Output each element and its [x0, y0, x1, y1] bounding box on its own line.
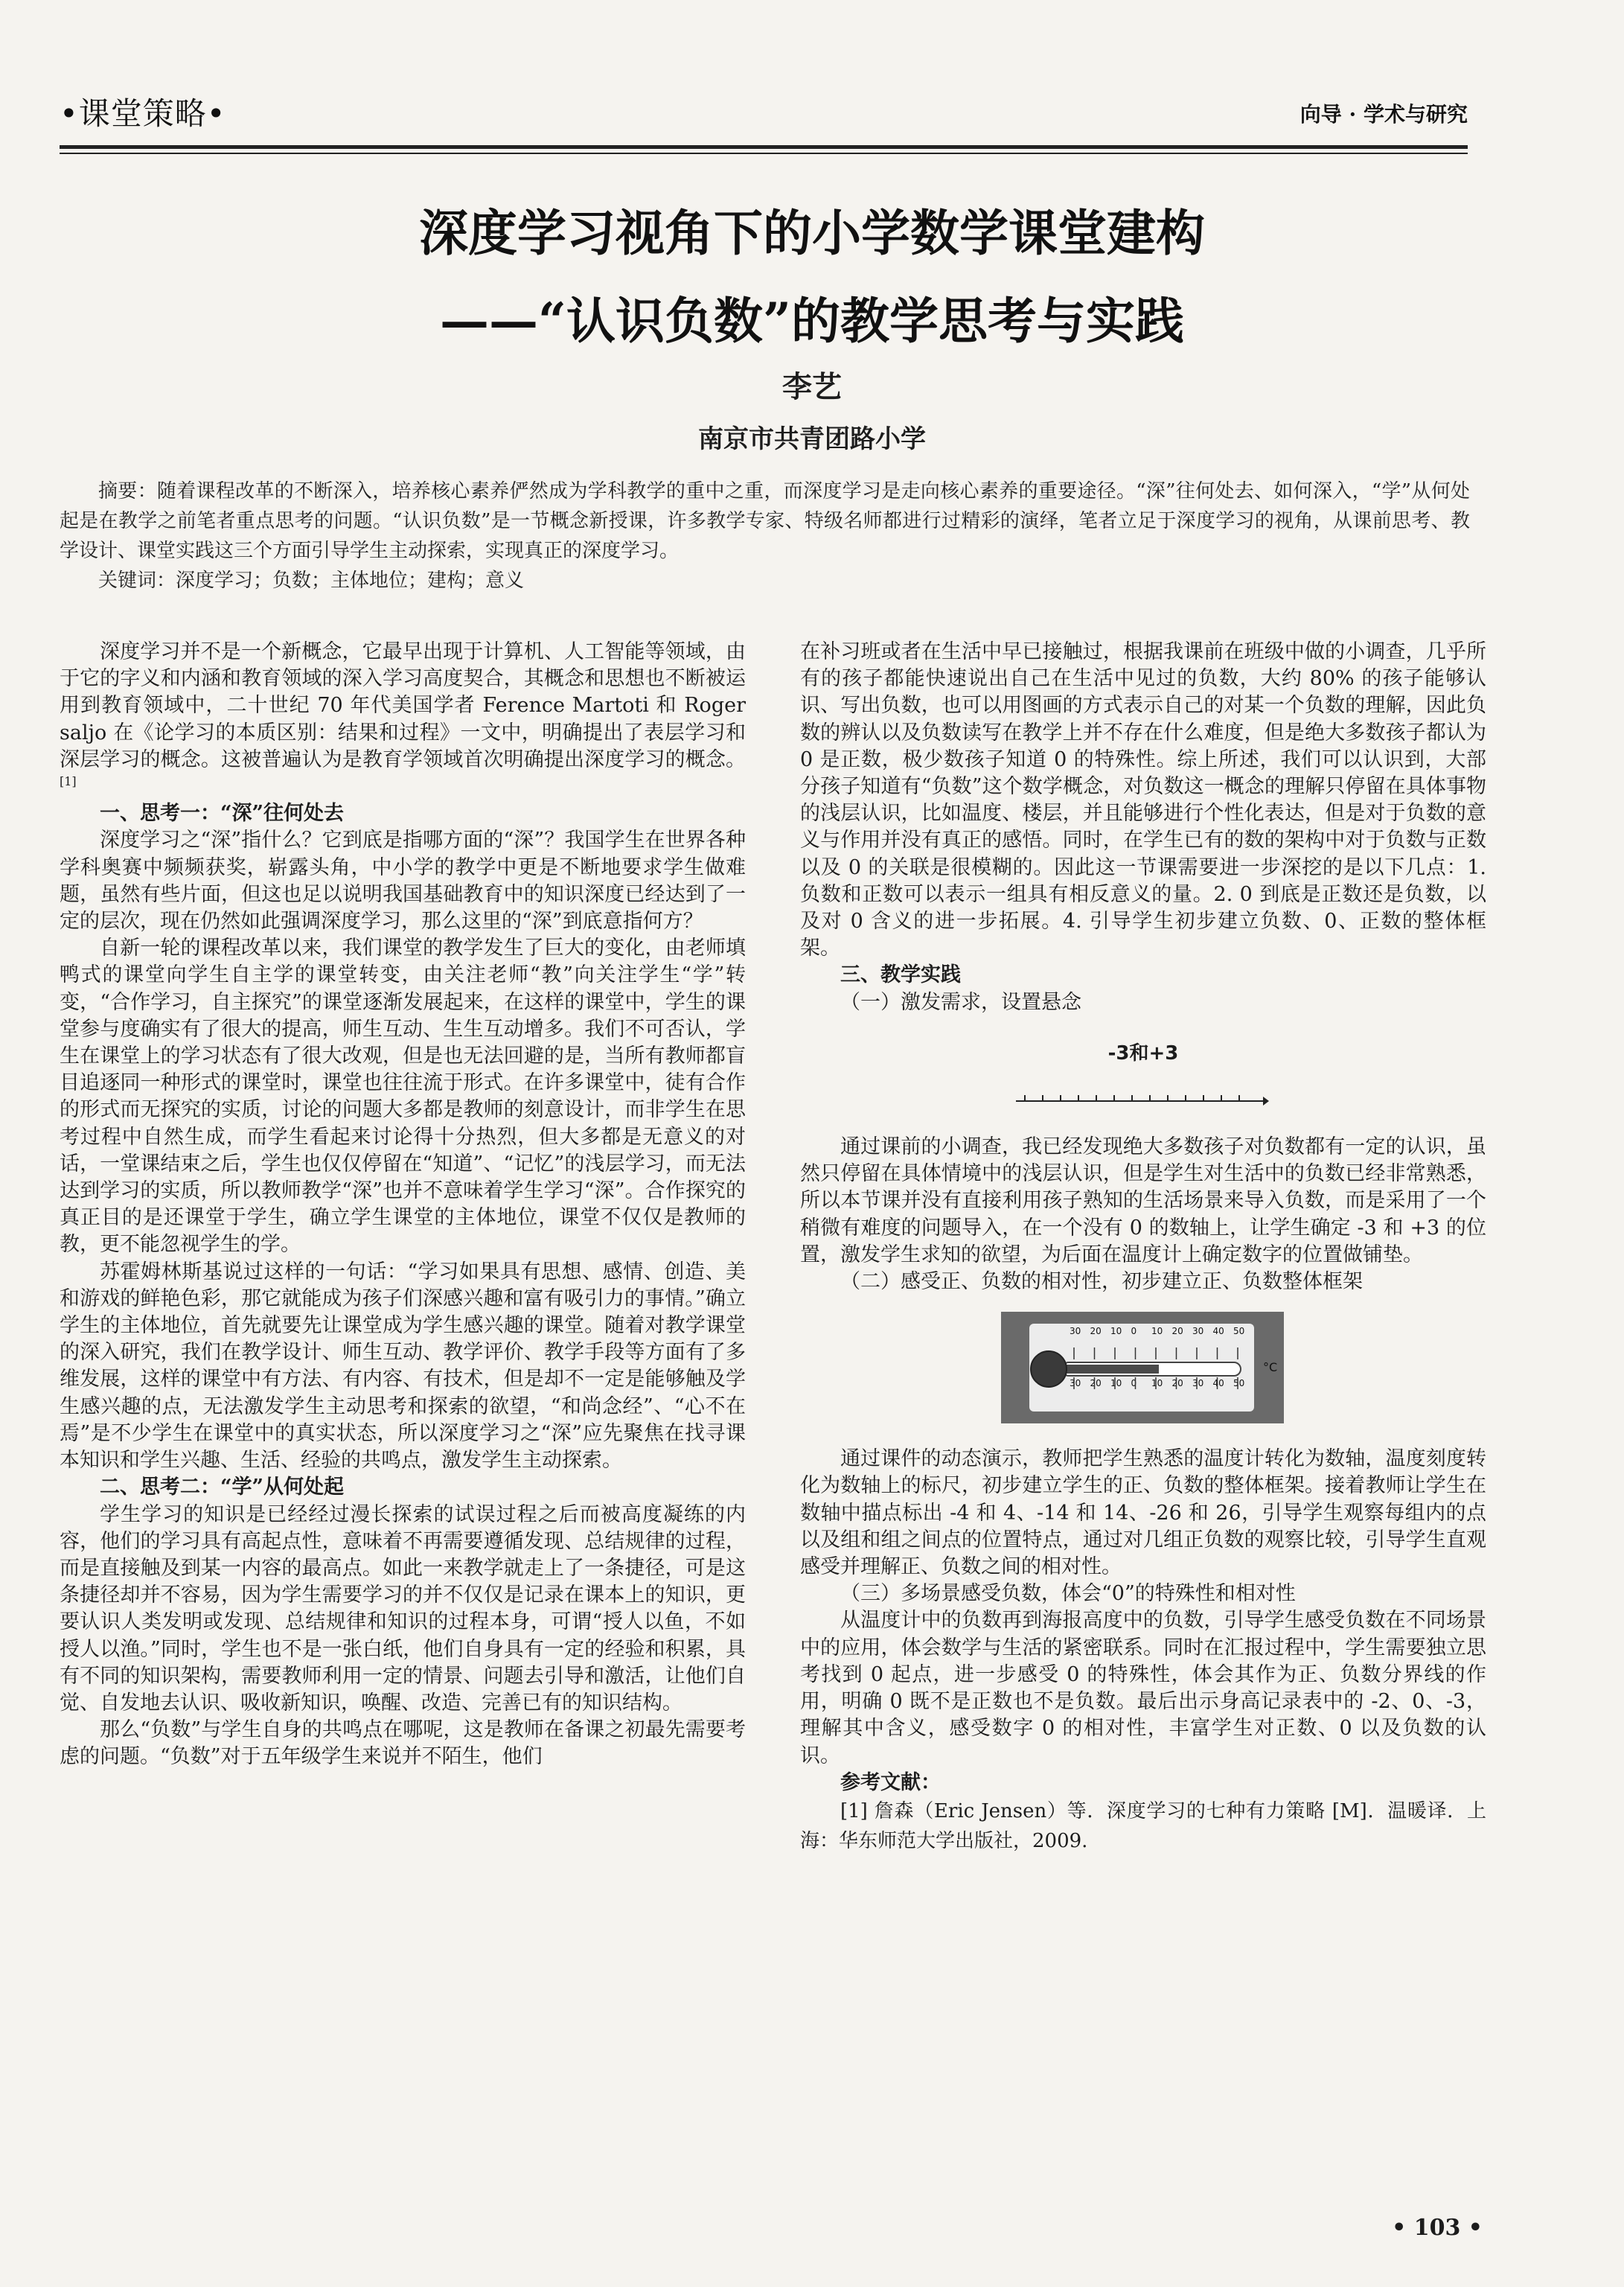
thermometer-mercury — [1062, 1365, 1159, 1374]
article-title: 深度学习视角下的小学数学课堂建构 — [419, 204, 1205, 262]
thermometer-figure — [1001, 1312, 1284, 1423]
thermometer-scale-label: 30 — [1192, 1326, 1204, 1337]
thermometer-scale-label: 50 — [1233, 1378, 1245, 1389]
section-heading-1: 一、思考一：“深”往何处去 — [100, 802, 345, 826]
thermometer-scale-label: 10 — [1151, 1378, 1163, 1389]
thermometer-scale-label: 10 — [1110, 1378, 1122, 1389]
thermometer-scale-label: 50 — [1233, 1326, 1245, 1337]
section-label: •课堂策略• — [60, 95, 226, 132]
number-line-arrow — [1263, 1097, 1269, 1106]
thermometer-scale-label: 10 — [1151, 1326, 1163, 1337]
number-line-figure — [1016, 1089, 1269, 1111]
author-name: 李艺 — [782, 369, 842, 404]
right-column — [800, 639, 1486, 1856]
paragraph-text: 深度学习并不是一个新概念，它最早出现于计算机、人工智能等领域，由于它的字义和内涵和教育领域的深入学习高度契合，其概念和思想也不断被运用到教育领域中，二十世纪 70 年代美国学者 Ference Martoti 和 Roger saljo 在《论学习的本质区别：结果和过程》一文中，明确提出了表层学习和深层学习的概念。这被普遍认为是教育学领域首次明确提出深度学习的概念。 — [60, 640, 746, 771]
thermometer-scale-label: 40 — [1212, 1326, 1224, 1337]
header-rule-thick — [60, 145, 1468, 149]
thermometer-scale-label: 0 — [1131, 1378, 1137, 1389]
subsection-heading: （一）激发需求，设置悬念 — [840, 990, 1081, 1014]
header-rule-thin — [60, 153, 1468, 154]
author-affiliation: 南京市共青团路小学 — [698, 424, 926, 454]
journal-name: 向导 · 学术与研究 — [1299, 102, 1468, 127]
section-heading-3: 三、教学实践 — [840, 963, 961, 987]
thermometer-unit: °C — [1263, 1360, 1278, 1375]
thermometer-scale-label: 30 — [1070, 1326, 1081, 1337]
thermometer-bulb — [1031, 1351, 1067, 1387]
thermometer-scale-label: 10 — [1110, 1326, 1122, 1337]
article-subtitle: ——“认识负数”的教学思考与实践 — [440, 292, 1184, 350]
subsection-heading: （二）感受正、负数的相对性，初步建立正、负数整体框架 — [840, 1270, 1363, 1294]
reference-item: [1] 詹森（Eric Jensen）等．深度学习的七种有力策略 [M]．温暖译．上海：华东师范大学出版社，2009. — [800, 1799, 1486, 1852]
thermometer-scale-label: 30 — [1070, 1378, 1081, 1389]
body-paragraph: 通过课件的动态演示，教师把学生熟悉的温度计转化为数轴，温度刻度转化为数轴上的标尺，初步建立学生的正、负数的整体框架。接着教师让学生在数轴中描点标出 -4 和 4、-14 和 14、-26 和 26，引导学生观察每组内的点以及组和组之间点的位置特点，通过对几组正负数的观察比较，引导学生直观感受并理解正、负数之间的相对性。 — [800, 1447, 1486, 1579]
section-heading-2: 二、思考二：“学”从何处起 — [100, 1476, 345, 1499]
body-paragraph: 自新一轮的课程改革以来，我们课堂的教学发生了巨大的变化，由老师填鸭式的课堂向学生自主学的课堂转变，由关注老师“教”向关注学生“学”转变，“合作学习，自主探究”的课堂逐渐发展起来，在这样的课堂中，学生的课堂参与度确实有了很大的提高，师生互动、生生互动增多。我们不可否认，学生在课堂上的学习状态有了很大改观，但是也无法回避的是，当所有教师都盲目追逐同一种形式的课堂时，课堂也往往流于形式。在许多课堂中，徒有合作的形式而无探究的实质，讨论的问题大多都是教师的刻意设计，而非学生在思考过程中自然生成，而学生看起来讨论得十分热烈，但大多都是无意义的对话，一堂课结束之后，学生也仅仅停留在“知道”、“记忆”的浅层学习，而无法达到学习的实质，所以教师教学“深”也并不意味着学生学习“深”。合作探究的真正目的是还课堂于学生，确立学生课堂的主体地位，课堂不仅仅是教师的教，更不能忽视学生的学。 — [60, 937, 746, 1257]
body-paragraph: 苏霍姆林斯基说过这样的一句话：“学习如果具有思想、感情、创造、美和游戏的鲜艳色彩，那它就能成为孩子们深感兴趣和富有吸引力的事情。”确立学生的主体地位，首先就要先让课堂成为学生感兴趣的课堂。随着对教学课堂的深入研究，我们在教学设计、师生互动、教学评价、教学手段等方面有了多维发展，这样的课堂中有方法、有内容、有技术，但是却不一定是能够触及学生感兴趣的点，无法激发学生主动思考和探索的欲望，“和尚念经”、“心不在焉”是不少学生在课堂中的真实状态，所以深度学习之“深”应先聚焦在找寻课本知识和学生兴趣、生活、经验的共鸣点，激发学生主动探索。 — [60, 1260, 746, 1473]
references-heading: 参考文献： — [840, 1770, 941, 1794]
body-paragraph: 学生学习的知识是已经经过漫长探索的试误过程之后而被高度凝练的内容，他们的学习具有高起点性，意味着不再需要遵循发现、总结规律的过程，而是直接触及到某一内容的最高点。如此一来教学就走上了一条捷径，可是这条捷径却并不容易，因为学生需要学习的并不仅仅是记录在课本上的知识，更要认识人类发明或发现、总结规律和知识的过程本身，可谓“授人以鱼，不如授人以渔。”同时，学生也不是一张白纸，他们自身具有一定的经验和积累，具有不同的知识架构，需要教师利用一定的情景、问题去引导和激活，让他们自觉、自发地去认识、吸收新知识，唤醒、改造、完善已有的知识结构。 — [60, 1502, 746, 1715]
body-paragraph: 深度学习之“深”指什么？它到底是指哪方面的“深”？我国学生在世界各种学科奥赛中频频获奖，崭露头角，中小学的教学中更是不断地要求学生做难题，虽然有些片面，但这也足以说明我国基础教育中的知识深度已经达到了一定的层次，现在仍然如此强调深度学习，那么这里的“深”到底意指何方？ — [60, 829, 746, 934]
thermometer-scale-label: 20 — [1171, 1326, 1183, 1337]
page-number: • 103 • — [1392, 2215, 1483, 2241]
thermometer-scale-label: 30 — [1192, 1378, 1204, 1389]
citation-marker: [1] — [60, 774, 77, 789]
body-paragraph: 在补习班或者在生活中早已接触过，根据我课前在班级中做的小调查，几乎所有的孩子都能快速说出自己在生活中见过的负数，大约 80% 的孩子能够认识、写出负数，也可以用图画的方式表示自己的对某一个负数的理解，因此负数的辨认以及负数读写在教学上并不存在什么难度，但是绝大多数孩子都认为 0 是正数，极少数孩子知道 0 的特殊性。综上所述，我们可以认识到，大部分孩子知道有“负数”这个数学概念，对负数这一概念的理解只停留在具体事物的浅层认识，比如温度、楼层，并且能够进行个性化表达，但是对于负数的意义与作用并没有真正的感悟。同时，在学生已有的数的架构中对于负数与正数以及 0 的关联是很模糊的。因此这一节课需要进一步深挖的是以下几点：1. 负数和正数可以表示一组具有相反意义的量。2. 0 到底是正数还是负数，以及对 0 含义的进一步拓展。4. 引导学生初步建立负数、0、正数的整体框架。 — [800, 640, 1486, 960]
number-line-ticks — [1025, 1095, 1239, 1101]
figure-numberline-label: -3和+3 — [1107, 1042, 1179, 1065]
subsection-heading: （三）多场景感受负数，体会“0”的特殊性和相对性 — [840, 1582, 1296, 1606]
body-paragraph: 通过课前的小调查，我已经发现绝大多数孩子对负数都有一定的认识，虽然只停留在具体情境中的浅层认识，但是学生对生活中的负数已经非常熟悉，所以本节课并没有直接利用孩子熟知的生活场景来导入负数，而是采用了一个稍微有难度的问题导入，在一个没有 0 的数轴上，让学生确定 -3 和 +3 的位置，激发学生求知的欲望，为后面在温度计上确定数字的位置做铺垫。 — [800, 1135, 1486, 1266]
left-column — [60, 639, 746, 1771]
thermometer-scale-label: 40 — [1212, 1378, 1224, 1389]
keywords-text: 关键词：深度学习；负数；主体地位；建构；意义 — [98, 570, 525, 592]
thermometer-scale-label: 0 — [1131, 1326, 1137, 1337]
body-paragraph: 那么“负数”与学生自身的共鸣点在哪呢，这是教师在备课之初最先需要考虑的问题。“负数”对于五年级学生来说并不陌生，他们 — [60, 1718, 746, 1769]
body-paragraph: 从温度计中的负数再到海报高度中的负数，引导学生感受负数在不同场景中的应用，体会数学与生活的紧密联系。同时在汇报过程中，学生需要独立思考找到 0 起点，进一步感受 0 的特殊性，体会其作为正、负数分界线的作用，明确 0 既不是正数也不是负数。最后出示身高记录表中的 -2、0、-3，理解其中含义，感受数字 0 的相对性，丰富学生对正数、0 以及负数的认识。 — [800, 1609, 1486, 1767]
abstract-block — [60, 476, 1470, 596]
thermometer-scale-label: 20 — [1090, 1378, 1102, 1389]
body-paragraph — [60, 639, 746, 800]
thermometer-scale-label: 20 — [1171, 1378, 1183, 1389]
abstract-text: 摘要：随着课程改革的不断深入，培养核心素养俨然成为学科教学的重中之重，而深度学习是走向核心素养的重要途径。“深”往何处去、如何深入，“学”从何处起是在教学之前笔者重点思考的问题。“认识负数”是一节概念新授课，许多教学专家、特级名师都进行过精彩的演绎，笔者立足于深度学习的视角，从课前思考、教学设计、课堂实践这三个方面引导学生主动探索，实现真正的深度学习。 — [60, 480, 1470, 562]
thermometer-scale-label: 20 — [1090, 1326, 1102, 1337]
